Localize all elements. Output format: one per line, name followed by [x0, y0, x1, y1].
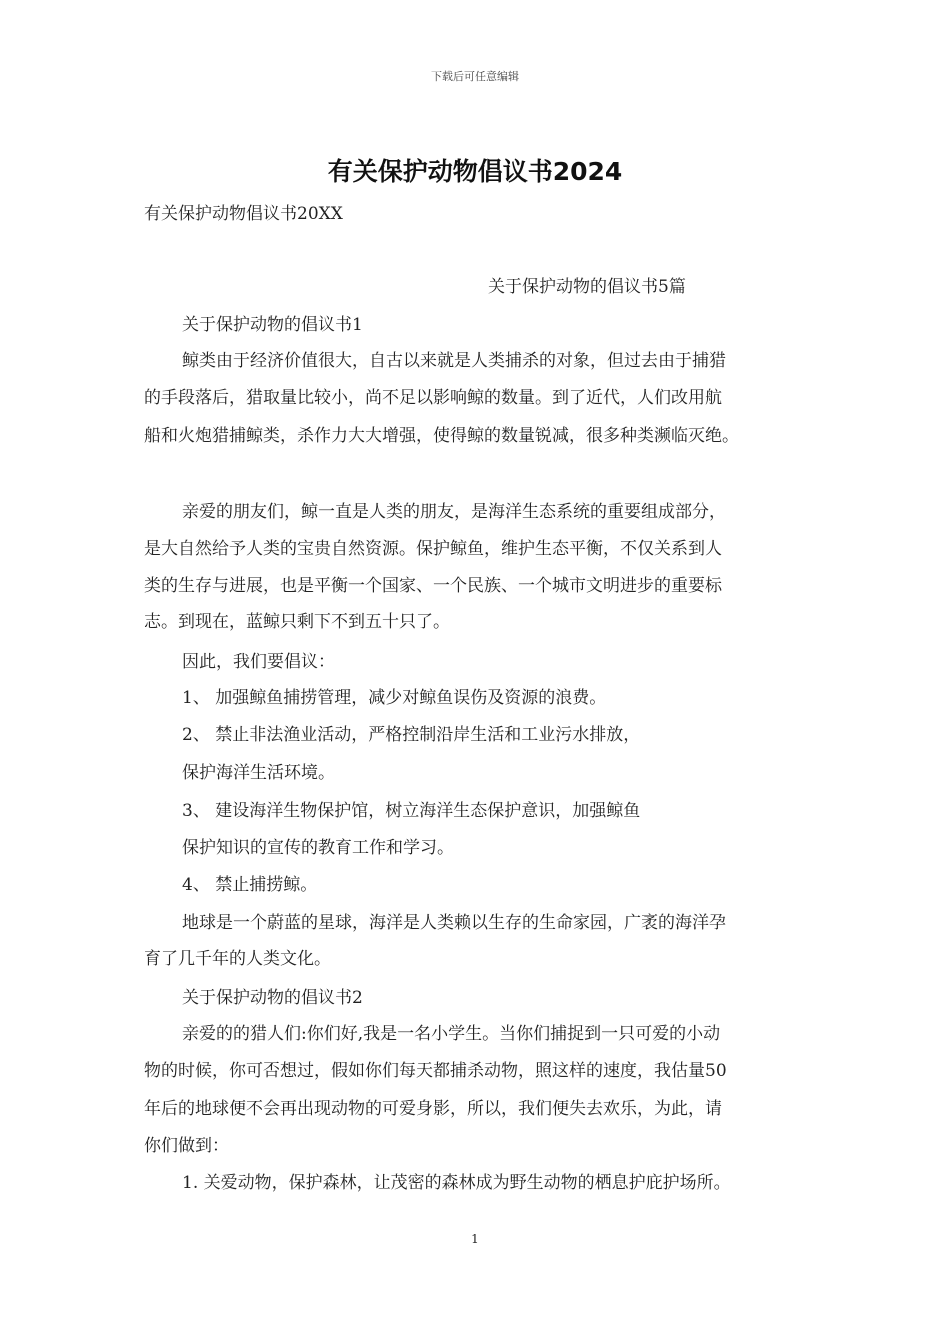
subtitle-line: 有关保护动物倡议书20XX: [144, 204, 343, 224]
paragraph-line: 船和火炮猎捕鲸类，杀作力大大增强，使得鲸的数量锐减，很多种类濒临灭绝。: [144, 426, 739, 446]
section-heading-1: 关于保护动物的倡议书1: [182, 315, 363, 335]
page-number: 1: [471, 1232, 479, 1246]
paragraph-line: 鲸类由于经济价值很大，自古以来就是人类捕杀的对象，但过去由于捕猎: [182, 351, 726, 371]
list-item-continuation: 保护海洋生活环境。: [182, 763, 335, 783]
paragraph-line: 是大自然给予人类的宝贵自然资源。保护鲸鱼，维护生态平衡，不仅关系到人: [144, 539, 722, 559]
header-note: 下载后可任意编辑: [431, 70, 519, 83]
paragraph-line: 志。到现在，蓝鲸只剩下不到五十只了。: [144, 612, 450, 632]
paragraph-line: 物的时候，你可否想过，假如你们每天都捕杀动物，照这样的速度，我估量50: [144, 1061, 727, 1081]
paragraph-line: 你们做到：: [144, 1136, 229, 1156]
paragraph-line: 地球是一个蔚蓝的星球，海洋是人类赖以生存的生命家园，广袤的海洋孕: [182, 913, 726, 933]
document-title: 有关保护动物倡议书2024: [327, 157, 623, 186]
paragraph-line: 亲爱的的猎人们:你们好,我是一名小学生。当你们捕捉到一只可爱的小动: [182, 1024, 721, 1044]
list-item: 4、 禁止捕捞鲸。: [182, 875, 318, 895]
list-item-continuation: 保护知识的宣传的教育工作和学习。: [182, 838, 454, 858]
list-item: 2、 禁止非法渔业活动，严格控制沿岸生活和工业污水排放，: [182, 725, 641, 745]
list-item: 1. 关爱动物，保护森林，让茂密的森林成为野生动物的栖息护庇护场所。: [182, 1173, 731, 1193]
paragraph-line: 亲爱的朋友们，鲸一直是人类的朋友，是海洋生态系统的重要组成部分，: [182, 502, 726, 522]
section-heading-2: 关于保护动物的倡议书2: [182, 988, 363, 1008]
collection-heading: 关于保护动物的倡议书5篇: [488, 277, 686, 297]
list-item: 3、 建设海洋生物保护馆，树立海洋生态保护意识，加强鲸鱼: [182, 801, 641, 821]
paragraph-line: 育了几千年的人类文化。: [144, 949, 331, 969]
paragraph-line: 的手段落后，猎取量比较小，尚不足以影响鲸的数量。到了近代，人们改用航: [144, 388, 722, 408]
paragraph-line: 年后的地球便不会再出现动物的可爱身影，所以，我们便失去欢乐，为此，请: [144, 1099, 722, 1119]
paragraph-line: 类的生存与进展，也是平衡一个国家、一个民族、一个城市文明进步的重要标: [144, 576, 722, 596]
paragraph-line: 因此，我们要倡议：: [182, 652, 335, 672]
list-item: 1、 加强鲸鱼捕捞管理，减少对鲸鱼误伤及资源的浪费。: [182, 688, 607, 708]
